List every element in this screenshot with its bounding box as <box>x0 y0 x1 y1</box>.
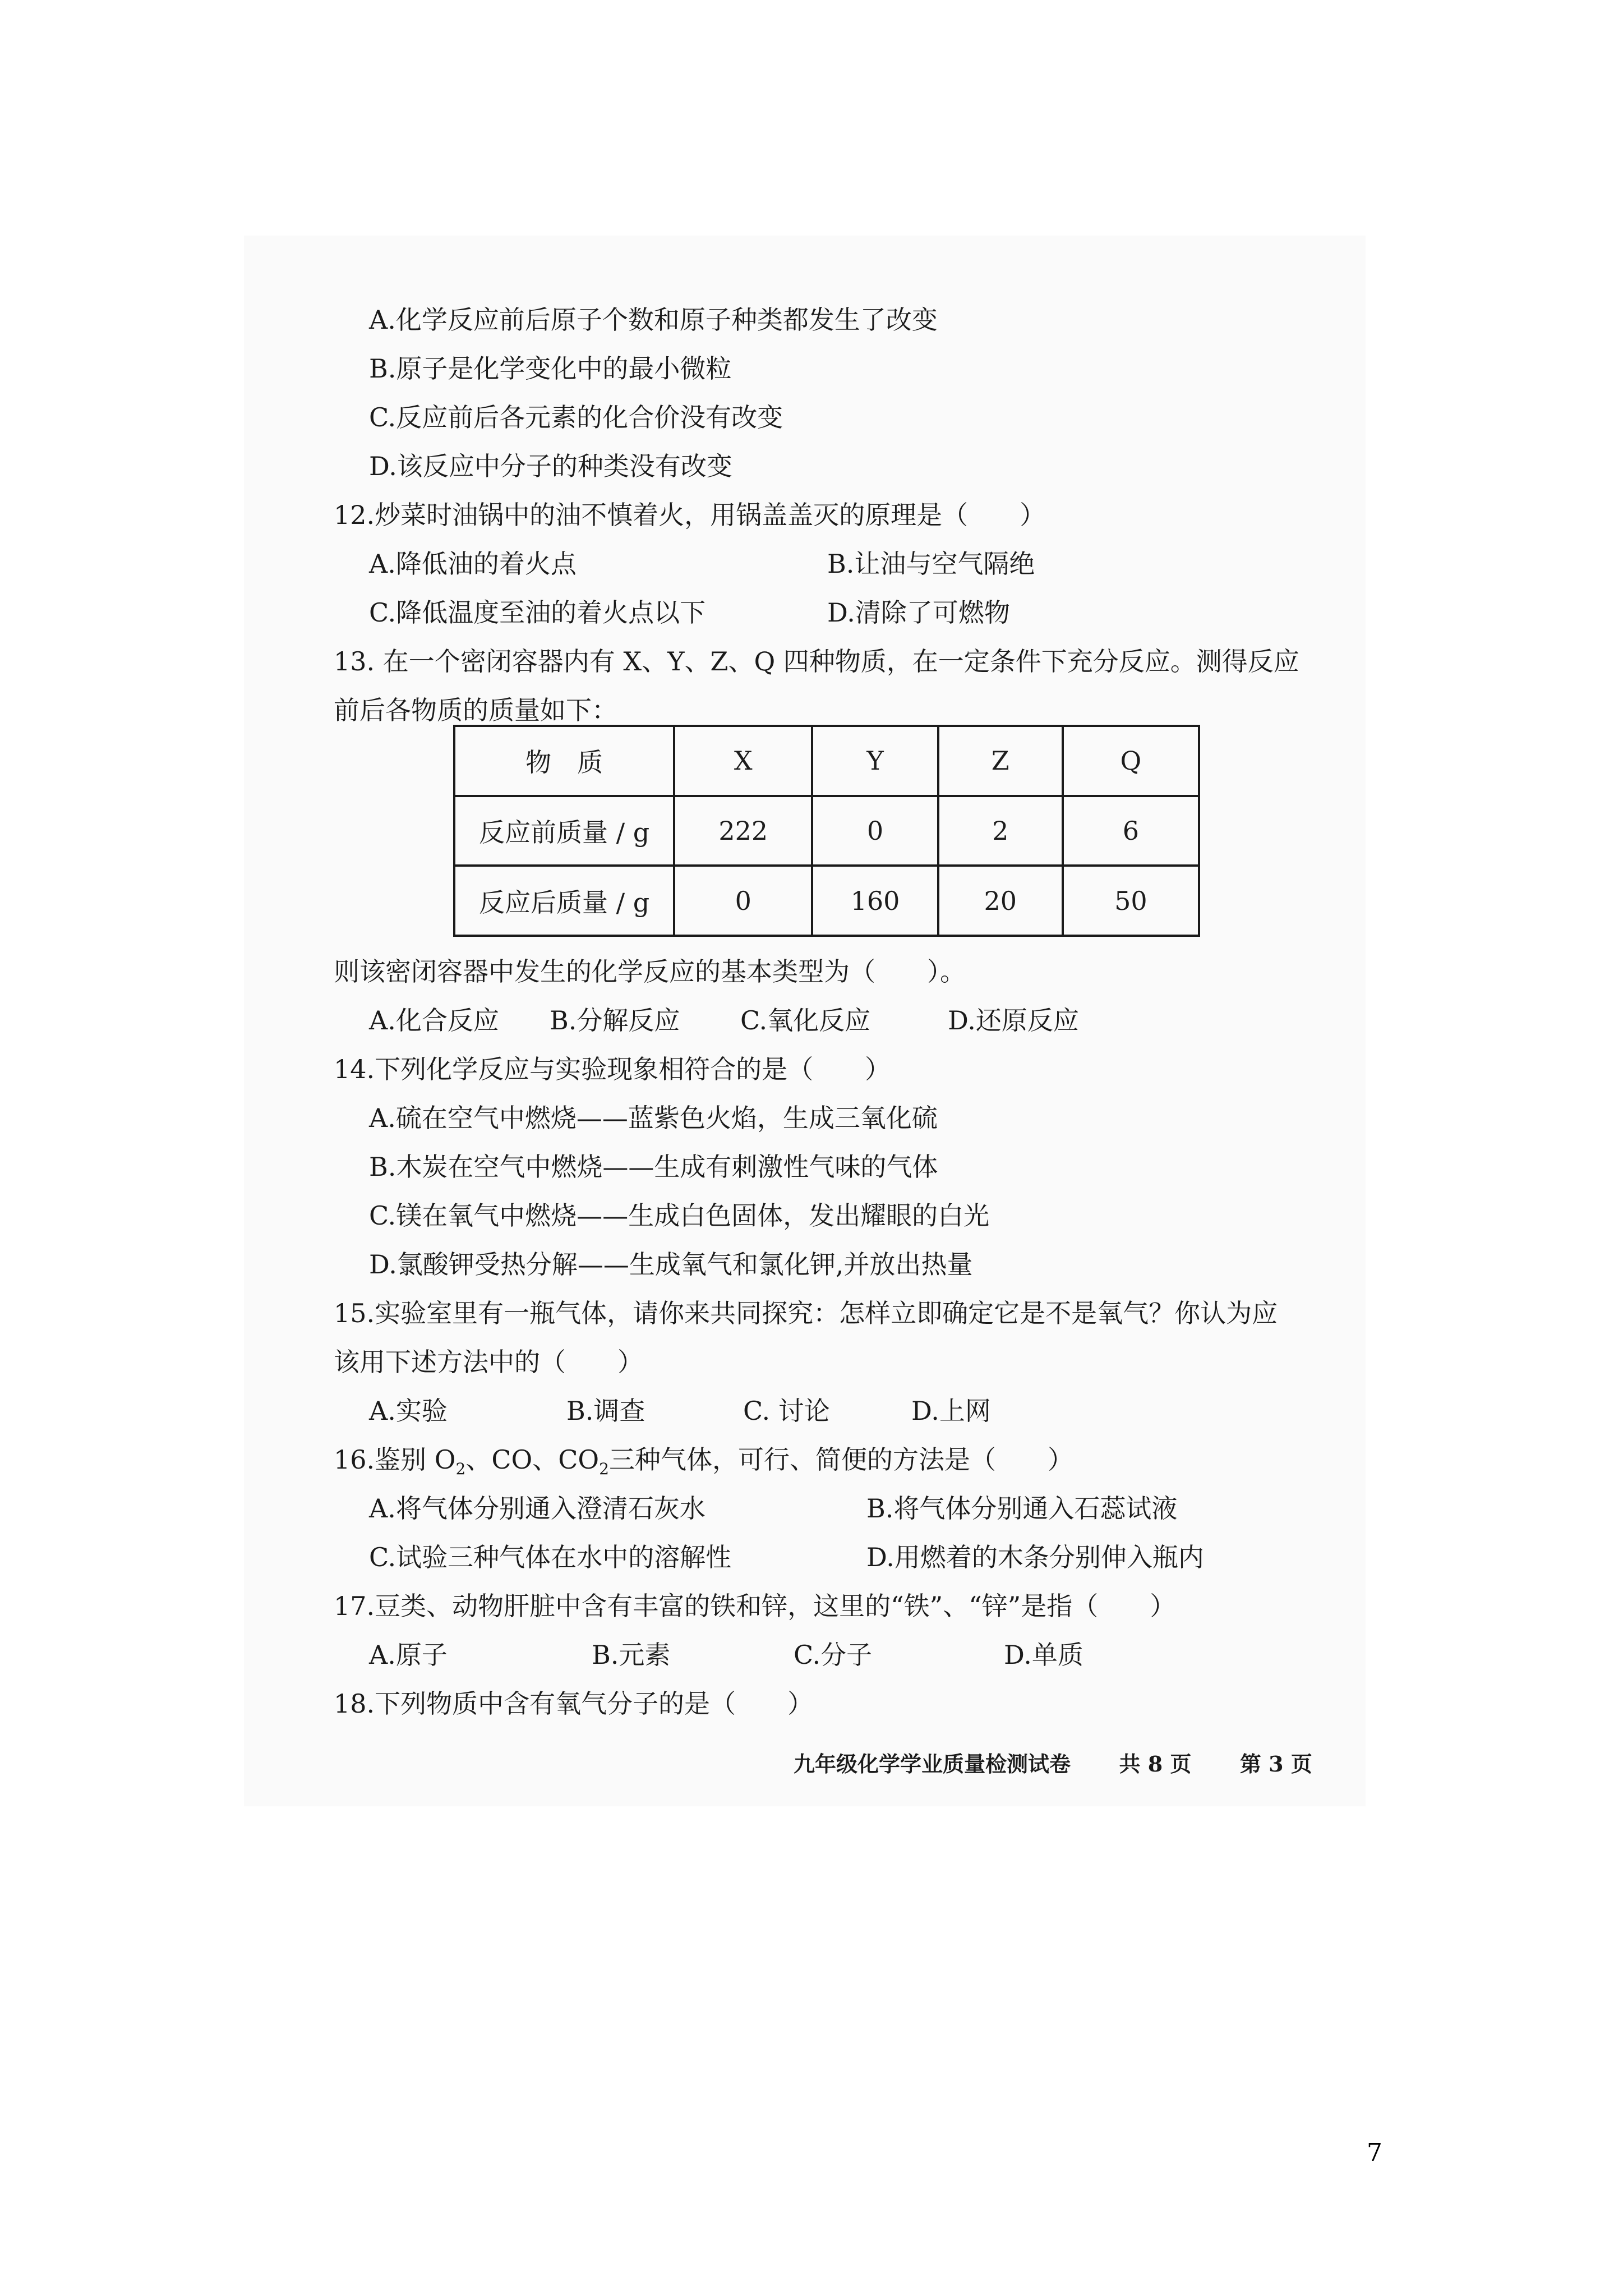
q17-option-c: C.分子 <box>794 1640 873 1670</box>
table-cell: 反应后质量 / g <box>454 866 674 936</box>
q15-option-d: D.上网 <box>911 1396 991 1426</box>
q15-option-b: B.调查 <box>566 1396 645 1426</box>
total-pages: 共 8 页 <box>1119 1751 1192 1777</box>
q17-option-a: A.原子 <box>369 1640 448 1670</box>
q13-option-d: D.还原反应 <box>948 1005 1079 1036</box>
q11-option-d: D.该反应中分子的种类没有改变 <box>369 451 732 481</box>
q17-option-d: D.单质 <box>1004 1640 1083 1670</box>
table-cell: 20 <box>938 866 1063 936</box>
q15-stem-line2: 该用下述方法中的（ ） <box>334 1347 643 1377</box>
table-cell: 160 <box>812 866 938 936</box>
q16-stem-text: 三种气体，可行、简便的方法是（ ） <box>608 1444 1073 1475</box>
q16-stem-text: 16.鉴别 O <box>334 1444 456 1475</box>
q13-stem-line1: 13. 在一个密闭容器内有 X、Y、Z、Q 四种物质，在一定条件下充分反应。测得反应 <box>334 646 1299 677</box>
q15-option-c: C. 讨论 <box>743 1396 830 1426</box>
page-number: 7 <box>1367 2138 1382 2167</box>
q13-option-a: A.化合反应 <box>369 1005 499 1036</box>
q13-stem-line2: 前后各物质的质量如下： <box>334 695 617 725</box>
page-footer <box>794 1747 1312 1778</box>
table-cell: 50 <box>1063 866 1199 936</box>
q14-option-a: A.硫在空气中燃烧——蓝紫色火焰，生成三氧化硫 <box>369 1103 938 1133</box>
q11-option-a: A.化学反应前后原子个数和原子种类都发生了改变 <box>369 305 938 335</box>
table-row <box>454 796 1199 866</box>
q13-option-c: C.氧化反应 <box>740 1005 871 1036</box>
q12-stem: 12.炒菜时油锅中的油不慎着火，用锅盖盖灭的原理是（ ） <box>334 500 1046 530</box>
q14-option-d: D.氯酸钾受热分解——生成氧气和氯化钾,并放出热量 <box>369 1249 973 1280</box>
table-cell: 反应前质量 / g <box>454 796 674 866</box>
q16-stem <box>334 1443 1073 1486</box>
q14-option-b: B.木炭在空气中燃烧——生成有刺激性气味的气体 <box>369 1152 938 1182</box>
table-cell: X <box>674 726 812 796</box>
subscript: 2 <box>455 1460 466 1479</box>
exam-title: 九年级化学学业质量检测试卷 <box>794 1751 1071 1777</box>
table-cell: Z <box>938 726 1063 796</box>
table-cell: 6 <box>1063 796 1199 866</box>
q13-follow: 则该密闭容器中发生的化学反应的基本类型为（ ）。 <box>334 956 966 987</box>
table-row <box>454 866 1199 936</box>
q12-option-d: D.清除了可燃物 <box>827 597 1010 628</box>
table-header-row <box>454 726 1199 796</box>
q16-option-d: D.用燃着的木条分别伸入瓶内 <box>866 1542 1204 1572</box>
table-cell: 物 质 <box>454 726 674 796</box>
q14-option-c: C.镁在氧气中燃烧——生成白色固体，发出耀眼的白光 <box>369 1200 990 1231</box>
q15-stem-line1: 15.实验室里有一瓶气体，请你来共同探究：怎样立即确定它是不是氧气？你认为应 <box>334 1298 1278 1328</box>
q15-option-a: A.实验 <box>369 1396 448 1426</box>
q17-option-b: B.元素 <box>592 1640 671 1670</box>
q12-option-c: C.降低温度至油的着火点以下 <box>369 597 706 628</box>
q18-stem: 18.下列物质中含有氧气分子的是（ ） <box>334 1688 814 1719</box>
mass-table <box>453 725 1200 937</box>
q11-option-b: B.原子是化学变化中的最小微粒 <box>369 353 732 384</box>
q12-option-a: A.降低油的着火点 <box>369 549 577 579</box>
current-page: 第 3 页 <box>1239 1751 1312 1777</box>
table-cell: Q <box>1063 726 1199 796</box>
q16-option-b: B.将气体分别通入石蕊试液 <box>866 1493 1178 1524</box>
q16-stem-text: 、CO、CO <box>465 1444 600 1475</box>
subscript: 2 <box>599 1460 609 1479</box>
q17-stem: 17.豆类、动物肝脏中含有丰富的铁和锌，这里的“铁”、“锌”是指（ ） <box>334 1591 1176 1621</box>
table-cell: 2 <box>938 796 1063 866</box>
table-cell: Y <box>812 726 938 796</box>
table-cell: 0 <box>812 796 938 866</box>
q11-option-c: C.反应前后各元素的化合价没有改变 <box>369 402 783 432</box>
q12-option-b: B.让油与空气隔绝 <box>827 549 1035 579</box>
q16-option-c: C.试验三种气体在水中的溶解性 <box>369 1542 732 1572</box>
table-cell: 222 <box>674 796 812 866</box>
q14-stem: 14.下列化学反应与实验现象相符合的是（ ） <box>334 1054 891 1084</box>
q16-option-a: A.将气体分别通入澄清石灰水 <box>369 1493 706 1524</box>
table-cell: 0 <box>674 866 812 936</box>
q13-option-b: B.分解反应 <box>550 1005 680 1036</box>
